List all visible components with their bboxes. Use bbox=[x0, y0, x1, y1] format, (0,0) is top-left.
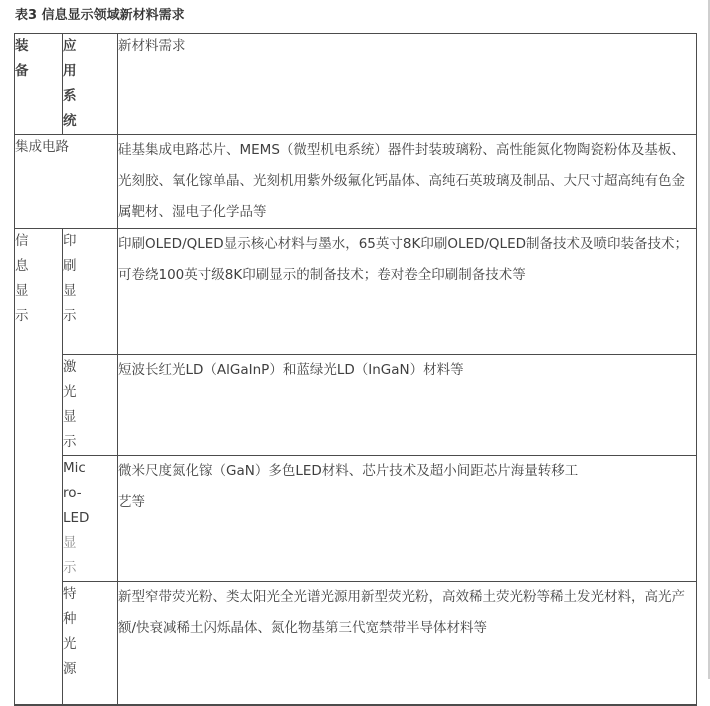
label-line: 种 bbox=[63, 611, 77, 627]
label-line: 源 bbox=[63, 661, 77, 677]
label-line: ro- bbox=[63, 485, 82, 501]
cell-microled-system bbox=[63, 456, 118, 582]
label-line: 显 bbox=[63, 535, 77, 551]
label-line: 系 bbox=[63, 88, 77, 104]
label-line: 刷 bbox=[63, 258, 77, 274]
label-line: 装 bbox=[15, 38, 29, 54]
label-line: 示 bbox=[63, 434, 77, 450]
cell-laser-display-requirement: 短波长红光LD（AlGaInP）和蓝绿光LD（InGaN）材料等 bbox=[118, 355, 697, 456]
cell-printed-display-requirement: 印刷OLED/QLED显示核心材料与墨水，65英寸8K印刷OLED/QLED制备技术及喷印装备技术；可卷绕100英寸级8K印刷显示的制备技术；卷对卷全印刷制备技术等 bbox=[118, 229, 697, 355]
label-line: 显 bbox=[15, 283, 29, 299]
cell-ic-requirement: 硅基集成电路芯片、MEMS（微型机电系统）器件封装玻璃粉、高性能氮化物陶瓷粉体及基板、光刻胶、氧化镓单晶、光刻机用紫外级氟化钙晶体、高纯石英玻璃及制品、大尺寸超高纯有色金属靶材、湿电子化学品等 bbox=[118, 135, 697, 229]
label-line: 息 bbox=[15, 258, 29, 274]
label-line: 信 bbox=[15, 233, 29, 249]
label-line: 备 bbox=[15, 63, 29, 79]
row-integrated-circuits bbox=[15, 135, 697, 229]
label-line: 特 bbox=[63, 586, 77, 602]
cell-special-light-source-system bbox=[63, 582, 118, 705]
row-laser-display bbox=[15, 355, 697, 456]
row-special-light-source bbox=[15, 582, 697, 705]
label-line: 用 bbox=[63, 63, 77, 79]
header-cell-requirement: 新材料需求 bbox=[118, 34, 697, 135]
header-cell-equipment bbox=[15, 34, 63, 135]
label-line: 应 bbox=[63, 38, 77, 54]
materials-table bbox=[14, 33, 697, 706]
label-line: Mic bbox=[63, 460, 86, 476]
label-line: 激 bbox=[63, 359, 77, 375]
cell-ic-equipment: 集成电路 bbox=[15, 135, 118, 229]
label-line: 光 bbox=[63, 636, 77, 652]
table-header-row bbox=[15, 34, 697, 135]
page-title: 表3 信息显示领域新材料需求 bbox=[15, 8, 185, 23]
cell-laser-display-system bbox=[63, 355, 118, 456]
label-line: 显 bbox=[63, 409, 77, 425]
label-line: 光 bbox=[63, 384, 77, 400]
label-line: 印 bbox=[63, 233, 77, 249]
label-line: 示 bbox=[15, 308, 29, 324]
header-cell-system bbox=[63, 34, 118, 135]
label-line: 显 bbox=[63, 283, 77, 299]
label-line: 示 bbox=[63, 560, 77, 576]
row-microled-display bbox=[15, 456, 697, 582]
cell-printed-display-system bbox=[63, 229, 118, 355]
cell-special-light-source-requirement: 新型窄带荧光粉、类太阳光全光谱光源用新型荧光粉，高效稀土荧光粉等稀土发光材料，高光产额/快衰减稀土闪烁晶体、氮化物基第三代宽禁带半导体材料等 bbox=[118, 582, 697, 705]
label-line: LED bbox=[63, 510, 90, 526]
cell-information-display-group bbox=[15, 229, 63, 705]
label-line: 示 bbox=[63, 308, 77, 324]
label-line: 统 bbox=[63, 113, 77, 129]
cell-microled-requirement: 微米尺度氮化镓（GaN）多色LED材料、芯片技术及超小间距芯片海量转移工 艺等 bbox=[118, 456, 697, 582]
row-printed-display bbox=[15, 229, 697, 355]
